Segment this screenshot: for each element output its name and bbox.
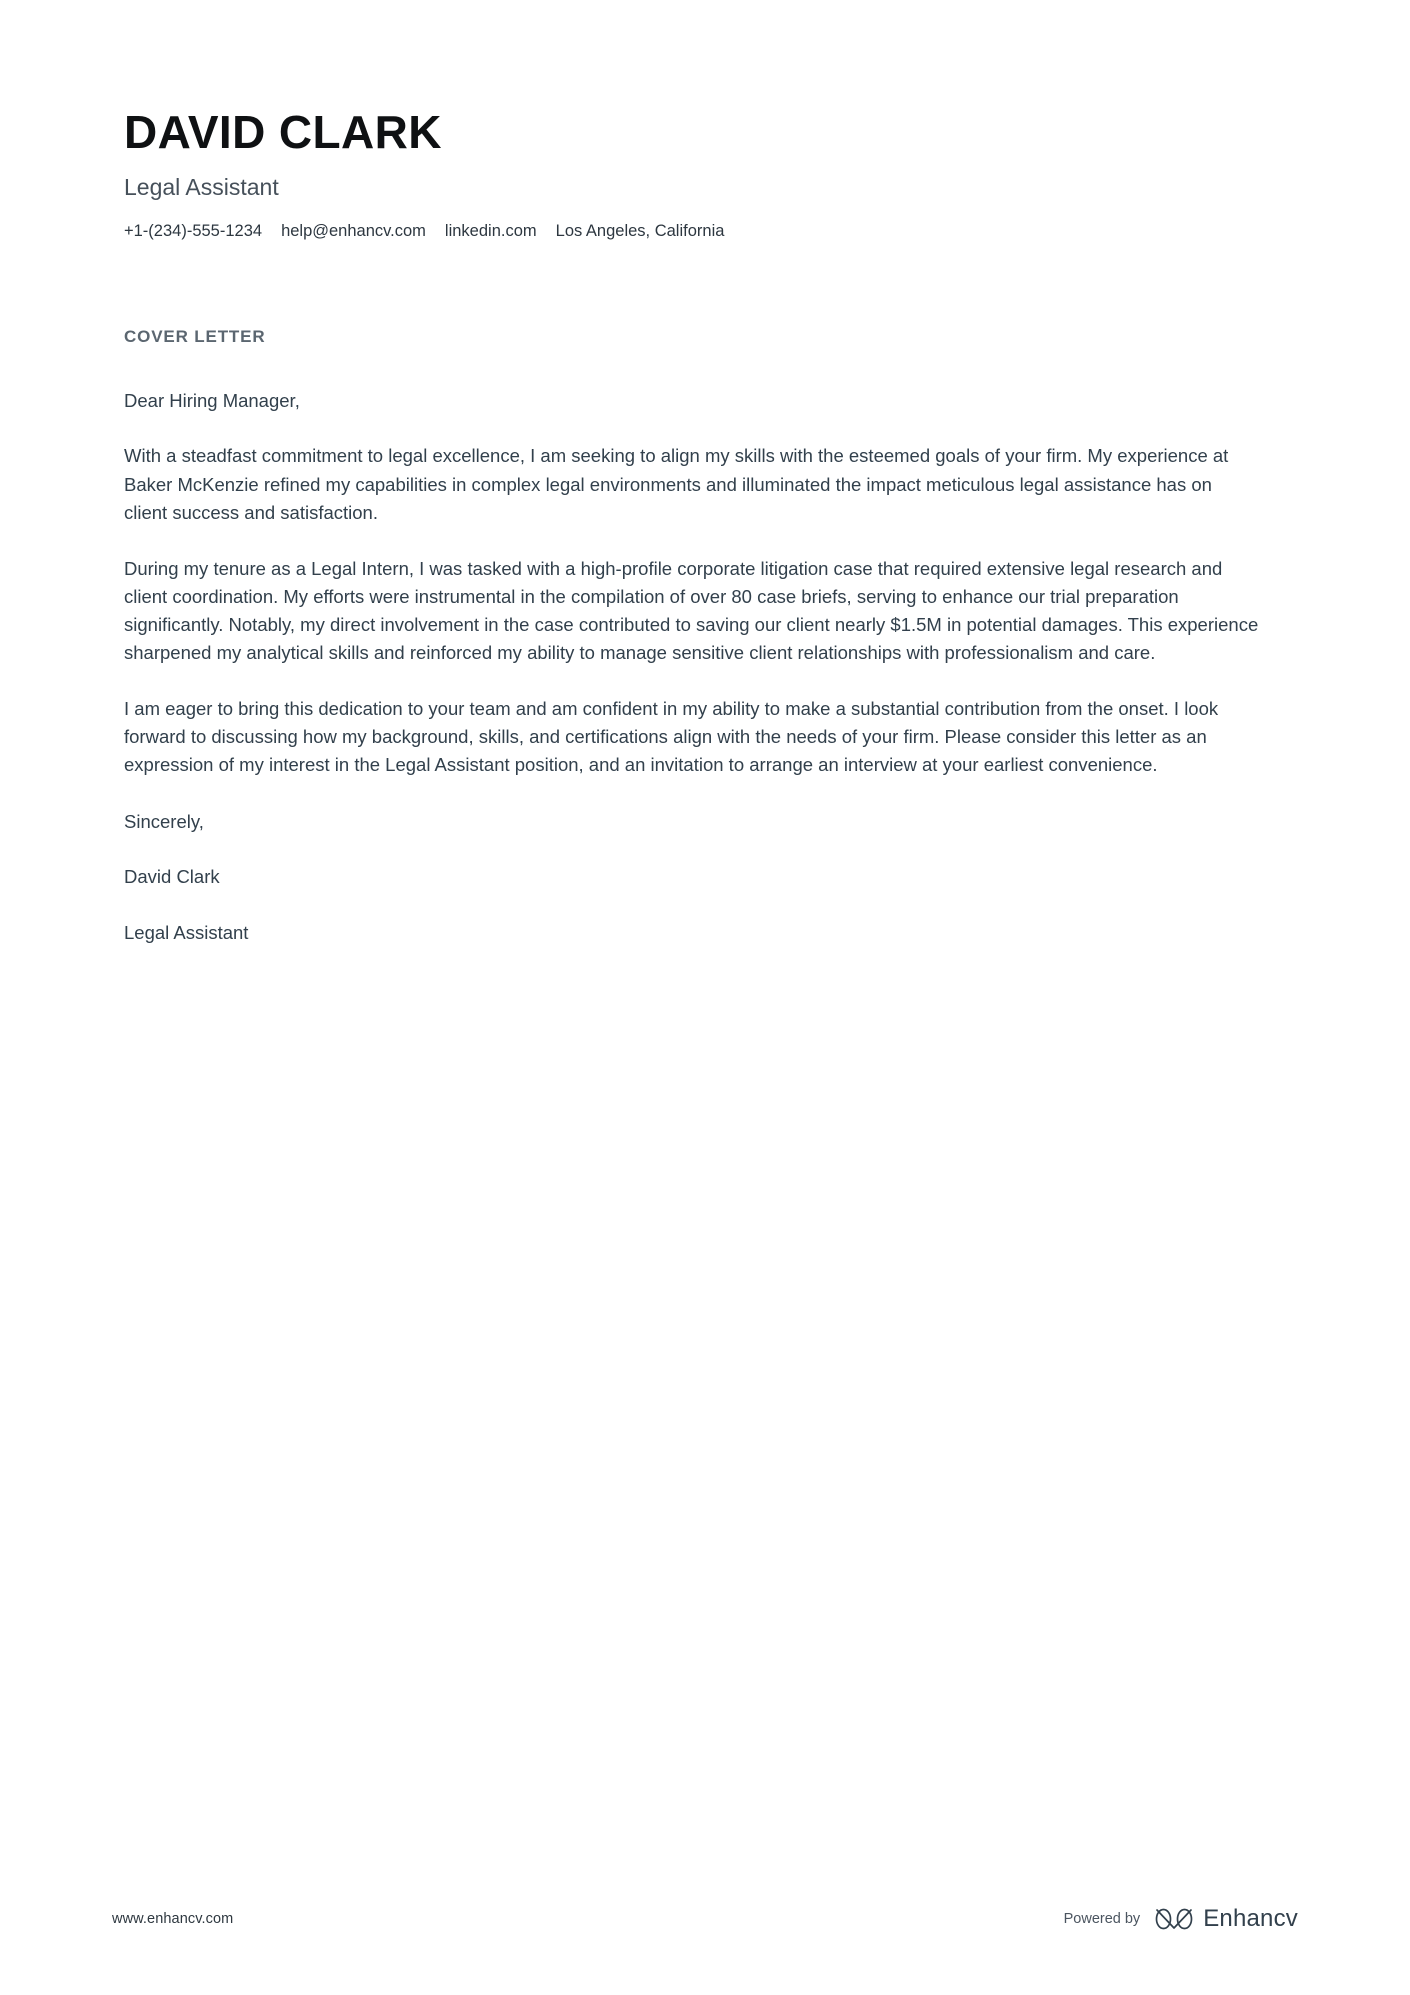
section-title-cover-letter: COVER LETTER: [124, 326, 266, 346]
letter-paragraph-1: With a steadfast commitment to legal excellence, I am seeking to align my skills with the esteemed goals of your firm. My experience at Baker McKenzie refined my capabilities in complex legal environments and illuminated the impact meticulous legal assistance has on client success and satisfaction.: [124, 445, 1229, 523]
footer-website-url[interactable]: www.enhancv.com: [112, 1911, 234, 1927]
signoff: Sincerely,: [124, 810, 204, 832]
enhancv-infinity-icon: [1154, 1906, 1194, 1932]
powered-by-label: Powered by: [1063, 1911, 1141, 1927]
page-title: DAVID CLARK: [124, 106, 442, 158]
signature-name: David Clark: [124, 866, 220, 888]
contact-email[interactable]: help@enhancv.com: [281, 222, 426, 241]
footer-branding: [1064, 1905, 1298, 1933]
letter-paragraph-3: I am eager to bring this dedication to your team and am confident in my ability to make a substantial contribution from the onset. I look forward to discussing how my background, skills, and certifications align with the needs of your firm. Please consider this letter as an expression of my interest in the Legal Assistant position, and an invitation to arrange an interview at your earliest convenience.: [124, 698, 1219, 776]
contact-row: [124, 221, 1286, 242]
page-footer: [112, 1905, 1298, 1933]
contact-location: Los Angeles, California: [555, 222, 725, 241]
contact-phone: +1-(234)-555-1234: [124, 222, 263, 241]
letter-header: [124, 0, 1286, 243]
contact-linkedin[interactable]: linkedin.com: [444, 222, 537, 241]
document-content: [124, 0, 1286, 947]
enhancv-wordmark: Enhancv: [1203, 1905, 1298, 1932]
enhancv-logo[interactable]: [1154, 1905, 1298, 1933]
signature-title: Legal Assistant: [124, 922, 249, 944]
job-title: Legal Assistant: [124, 173, 279, 200]
letter-paragraph-2: During my tenure as a Legal Intern, I was tasked with a high-profile corporate litigation case that required extensive legal research and client coordination. My efforts were instrumental in the compilation of over 80 case briefs, serving to enhance our trial preparation significantly. Notably, my direct involvement in the case contributed to saving our client nearly $1.5M in potential damages. This experience sharpened my analytical skills and reinforced my ability to manage sensitive client relationships with professionalism and care.: [124, 557, 1259, 664]
salutation: Dear Hiring Manager,: [124, 389, 300, 411]
